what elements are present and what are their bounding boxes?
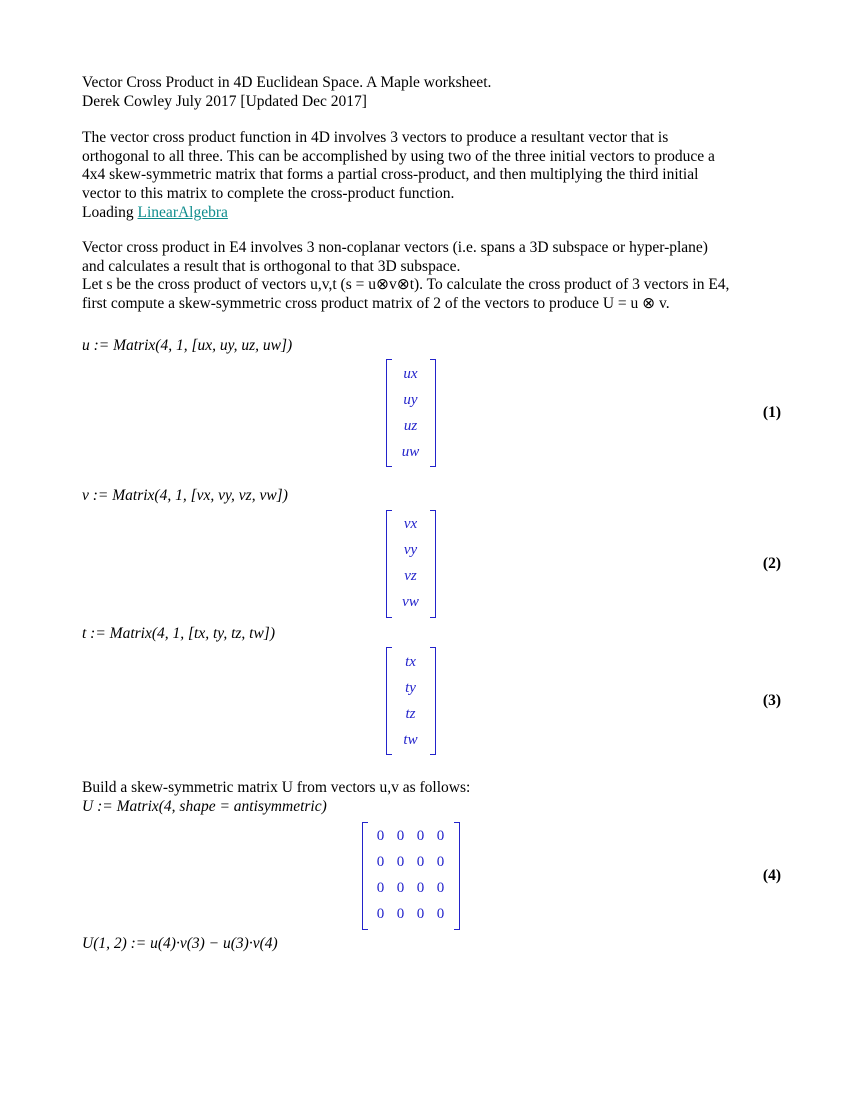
equation-label-1: (1) (762, 404, 781, 422)
matrix-cell: 0 (396, 828, 405, 844)
math-input-t: t := Matrix(4, 1, [tx, ty, tz, tw]) (82, 624, 276, 642)
loading-label: Loading (82, 203, 138, 221)
matrix-cell: tw (403, 731, 418, 748)
loading-line (82, 204, 781, 223)
matrix-cell: 0 (376, 828, 385, 844)
matrix-cell: uy (403, 391, 418, 408)
description-paragraph: Vector cross product in E4 involves 3 non-coplanar vectors (i.e. spans a 3D subspace or hyper-plane) and calculates a result that is orthogonal to that 3D subspace. Let s be the cross product of vectors u,v,t (s = u⊗v⊗t). To calculate the cross product of 3 vectors in E4, first compute a skew-symmetric cross product matrix of 2 of the vectors to produce U = u ⊗ v. (82, 239, 730, 312)
matrix-entries (392, 510, 430, 618)
page-title: Vector Cross Product in 4D Euclidean Space. A Maple worksheet. (82, 74, 492, 91)
matrix-U (362, 822, 460, 930)
math-input-v: v := Matrix(4, 1, [vx, vy, vz, vw]) (82, 487, 288, 505)
matrix-cell: tz (405, 705, 416, 722)
equation-output-2 (82, 510, 781, 618)
matrix-cell: tx (405, 653, 416, 670)
intro-paragraph: The vector cross product function in 4D involves 3 vectors to produce a resultant vector that is orthogonal to all three. This can be accomplished by using two of the three initial vectors to produce a 4x4 skew-symmetric matrix that forms a partial cross-product, and then multiplying the third initial vector to this matrix to complete the cross-product function. (82, 129, 715, 202)
matrix-cell: 0 (436, 828, 445, 844)
equation-output-3 (82, 647, 781, 755)
matrix-cell: 0 (416, 828, 425, 844)
matrix-cell: uz (403, 417, 418, 434)
matrix-cell: uw (401, 443, 420, 460)
matrix-cell: 0 (416, 906, 425, 922)
equation-output-4 (82, 822, 781, 930)
matrix-entries (392, 647, 430, 755)
equation-label-3: (3) (762, 692, 781, 710)
matrix-cell: 0 (376, 854, 385, 870)
byline: Derek Cowley July 2017 [Updated Dec 2017] (82, 92, 367, 110)
matrix-cell: vy (403, 542, 418, 559)
skew-description: Build a skew-symmetric matrix U from vectors u,v as follows: (82, 779, 471, 797)
matrix-cell: ux (403, 365, 418, 382)
matrix-t (386, 647, 436, 755)
matrix-cell: vx (403, 516, 418, 533)
matrix-v (386, 510, 436, 618)
matrix-bracket-right (430, 359, 436, 467)
matrix-cell: 0 (396, 854, 405, 870)
equation-label-2: (2) (762, 554, 781, 572)
matrix-cell: vz (404, 568, 417, 585)
matrix-cell: 0 (376, 880, 385, 896)
linear-algebra-link[interactable]: LinearAlgebra (137, 203, 228, 221)
math-input-u: u := Matrix(4, 1, [ux, uy, uz, uw]) (82, 336, 293, 354)
matrix-u (386, 359, 436, 467)
matrix-bracket-right (430, 510, 436, 618)
matrix-cell: 0 (376, 906, 385, 922)
matrix-cell: 0 (436, 880, 445, 896)
matrix-bracket-right (430, 647, 436, 755)
matrix-cell: 0 (436, 906, 445, 922)
matrix-cell: 0 (416, 854, 425, 870)
matrix-cell: ty (405, 679, 416, 696)
matrix-cell: vw (402, 594, 419, 611)
equation-output-1 (82, 359, 781, 467)
worksheet-content (82, 74, 781, 953)
matrix-entries (392, 359, 430, 467)
matrix-bracket-right (454, 822, 460, 930)
math-input-U12: U(1, 2) := u(4)·v(3) − u(3)·v(4) (82, 934, 278, 952)
matrix-cell: 0 (396, 880, 405, 896)
matrix-entries (368, 822, 454, 930)
math-input-U: U := Matrix(4, shape = antisymmetric) (82, 797, 327, 815)
matrix-cell: 0 (436, 854, 445, 870)
matrix-cell: 0 (416, 880, 425, 896)
equation-label-4: (4) (762, 866, 781, 884)
matrix-cell: 0 (396, 906, 405, 922)
